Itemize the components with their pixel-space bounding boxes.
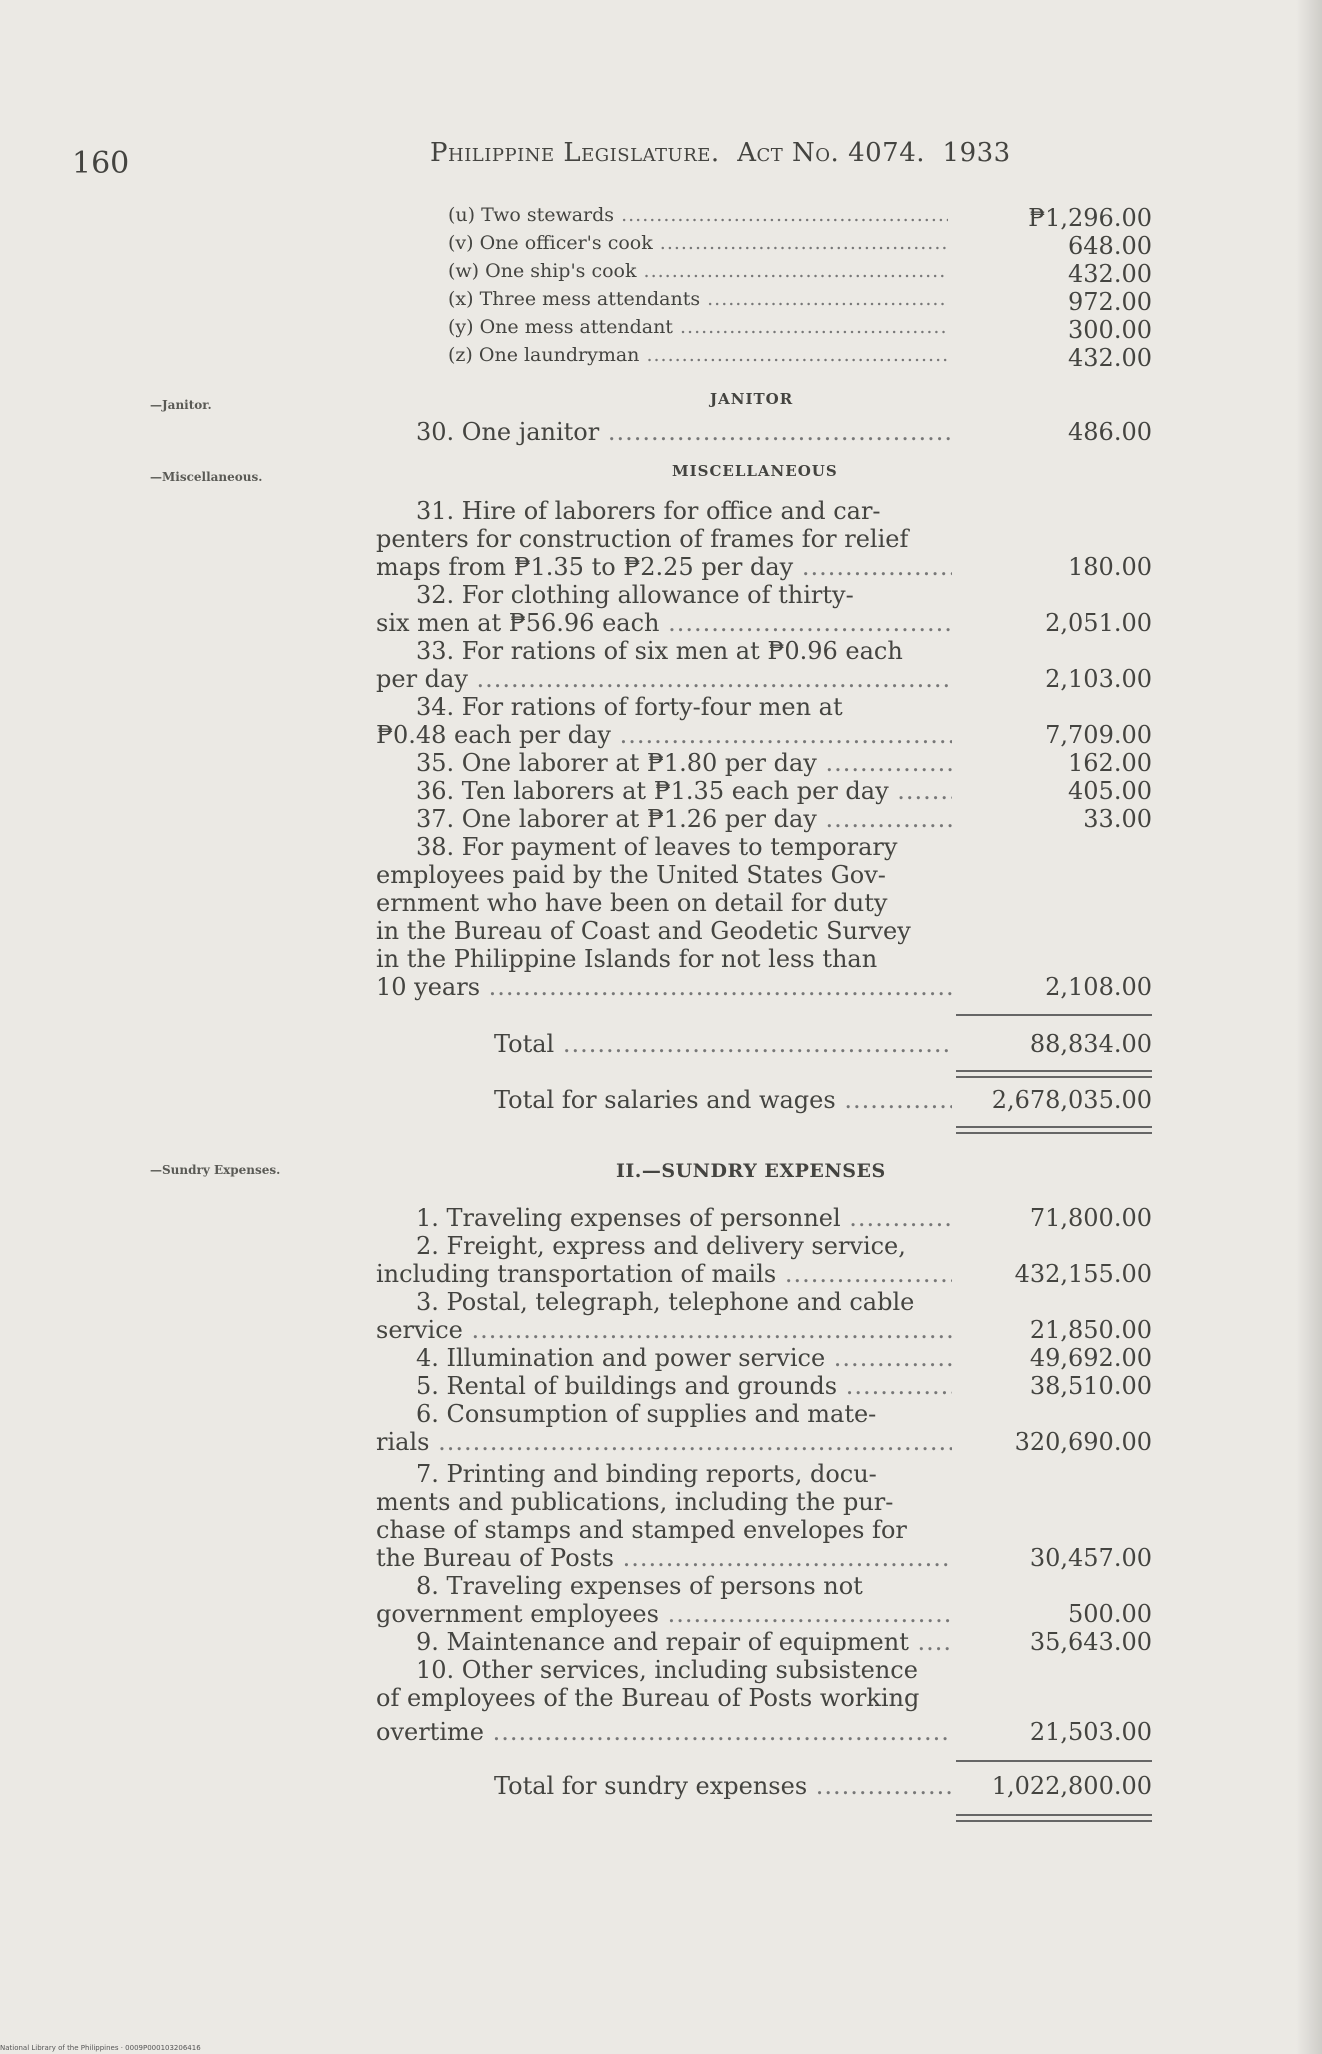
- sundry-item-7: the Bureau of Posts ..... 30,457.00: [376, 1544, 1152, 1572]
- misc-item-38-line: employees paid by the United States Gov-: [376, 861, 886, 889]
- sundry-item-10: overtime ..... 21,503.00: [376, 1718, 1152, 1746]
- total-double-rule: [956, 1814, 1152, 1822]
- misc-item-38-line: ernment who have been on detail for duty: [376, 889, 888, 917]
- sundry-item-4: 4. Illumination and power service ..... 49,692.00: [376, 1344, 1152, 1372]
- misc-item-33: per day ..... 2,103.00: [376, 665, 1152, 693]
- misc-item-36: 36. Ten laborers at ₱1.35 each per day ..... 405.00: [376, 777, 1152, 805]
- misc-item-38-line: in the Philippine Islands for not less than: [376, 945, 878, 973]
- sundry-item-6: rials ..... 320,690.00: [376, 1428, 1152, 1456]
- misc-item-31: maps from ₱1.35 to ₱2.25 per day ..... 180.00: [376, 553, 1152, 581]
- misc-item-34-line: 34. For rations of forty-four men at: [416, 693, 843, 721]
- section-heading-janitor: JANITOR: [710, 390, 794, 408]
- misc-item-38-line: in the Bureau of Coast and Geodetic Survey: [376, 917, 911, 945]
- margin-note-janitor: —Janitor.: [150, 398, 212, 412]
- total-double-rule: [956, 1126, 1152, 1134]
- crew-item: (z) One laundryman ..... 432.00: [376, 344, 1152, 370]
- sundry-item-9: 9. Maintenance and repair of equipment ..... 35,643.00: [376, 1628, 1152, 1656]
- total-double-rule: [956, 1070, 1152, 1078]
- sundry-item-7-line: 7. Printing and binding reports, docu-: [416, 1460, 877, 1488]
- misc-item-38: 10 years ..... 2,108.00: [376, 973, 1152, 1001]
- misc-item-37: 37. One laborer at ₱1.26 per day ..... 33.00: [376, 805, 1152, 833]
- margin-note-miscellaneous: —Miscellaneous.: [150, 470, 263, 484]
- misc-item-35: 35. One laborer at ₱1.80 per day ..... 162.00: [376, 749, 1152, 777]
- misc-item-32: six men at ₱56.96 each ..... 2,051.00: [376, 609, 1152, 637]
- sundry-item-8: government employees ..... 500.00: [376, 1600, 1152, 1628]
- running-head-year: 1933: [942, 138, 1011, 168]
- crew-item: (x) Three mess attendants ..... 972.00: [376, 288, 1152, 314]
- margin-note-sundry: —Sundry Expenses.: [150, 1163, 281, 1177]
- misc-item-34: ₱0.48 each per day ..... 7,709.00: [376, 721, 1152, 749]
- misc-item-33-line: 33. For rations of six men at ₱0.96 each: [416, 637, 903, 665]
- sundry-item-10-line: 10. Other services, including subsistence: [416, 1656, 918, 1684]
- running-head: [430, 138, 1011, 168]
- sundry-item-1: 1. Traveling expenses of personnel ..... 71,800.00: [376, 1204, 1152, 1232]
- sundry-item-3: service ..... 21,850.00: [376, 1316, 1152, 1344]
- sundry-item-6-line: 6. Consumption of supplies and mate-: [416, 1400, 877, 1428]
- misc-item-31-line: penters for construction of frames for relief: [376, 525, 909, 553]
- sundry-item-2: including transportation of mails ..... 432,155.00: [376, 1260, 1152, 1288]
- sundry-item-7-line: chase of stamps and stamped envelopes for: [376, 1516, 907, 1544]
- misc-item-38-line: 38. For payment of leaves to temporary: [416, 833, 898, 861]
- total-rule: [956, 1014, 1152, 1016]
- scan-footer: National Library of the Philippines · 0009P000103206416: [0, 2044, 201, 2052]
- crew-item: (w) One ship's cook ..... 432.00: [376, 260, 1152, 286]
- page-number: 160: [72, 146, 130, 181]
- sundry-item-5: 5. Rental of buildings and grounds ..... 38,510.00: [376, 1372, 1152, 1400]
- total-rule: [956, 1760, 1152, 1762]
- janitor-item: 30. One janitor ..... 486.00: [376, 418, 1152, 446]
- salaries-total: Total for salaries and wages ..... 2,678,035.00: [376, 1086, 1152, 1114]
- sundry-item-2-line: 2. Freight, express and delivery service,: [416, 1232, 906, 1260]
- crew-item: (v) One officer's cook ..... 648.00: [376, 232, 1152, 258]
- page-edge-shadow: [1296, 0, 1322, 2054]
- sundry-item-10-line: of employees of the Bureau of Posts working: [376, 1684, 920, 1712]
- misc-total: Total ..... 88,834.00: [376, 1030, 1152, 1058]
- misc-item-31-line: 31. Hire of laborers for office and car-: [416, 497, 881, 525]
- running-head-title: Philippine Legislature.: [430, 138, 720, 168]
- sundry-item-7-line: ments and publications, including the pur-: [376, 1488, 894, 1516]
- sundry-item-8-line: 8. Traveling expenses of persons not: [416, 1572, 863, 1600]
- running-head-act: Act No. 4074.: [737, 138, 926, 168]
- sundry-item-3-line: 3. Postal, telegraph, telephone and cable: [416, 1288, 915, 1316]
- crew-item: (y) One mess attendant ..... 300.00: [376, 316, 1152, 342]
- section-heading-miscellaneous: MISCELLANEOUS: [672, 462, 838, 480]
- section-heading-sundry: II.—SUNDRY EXPENSES: [616, 1160, 886, 1182]
- sundry-total: Total for sundry expenses ..... 1,022,800.00: [376, 1772, 1152, 1800]
- misc-item-32-line: 32. For clothing allowance of thirty-: [416, 581, 854, 609]
- crew-item: (u) Two stewards ..... ₱1,296.00: [376, 204, 1152, 230]
